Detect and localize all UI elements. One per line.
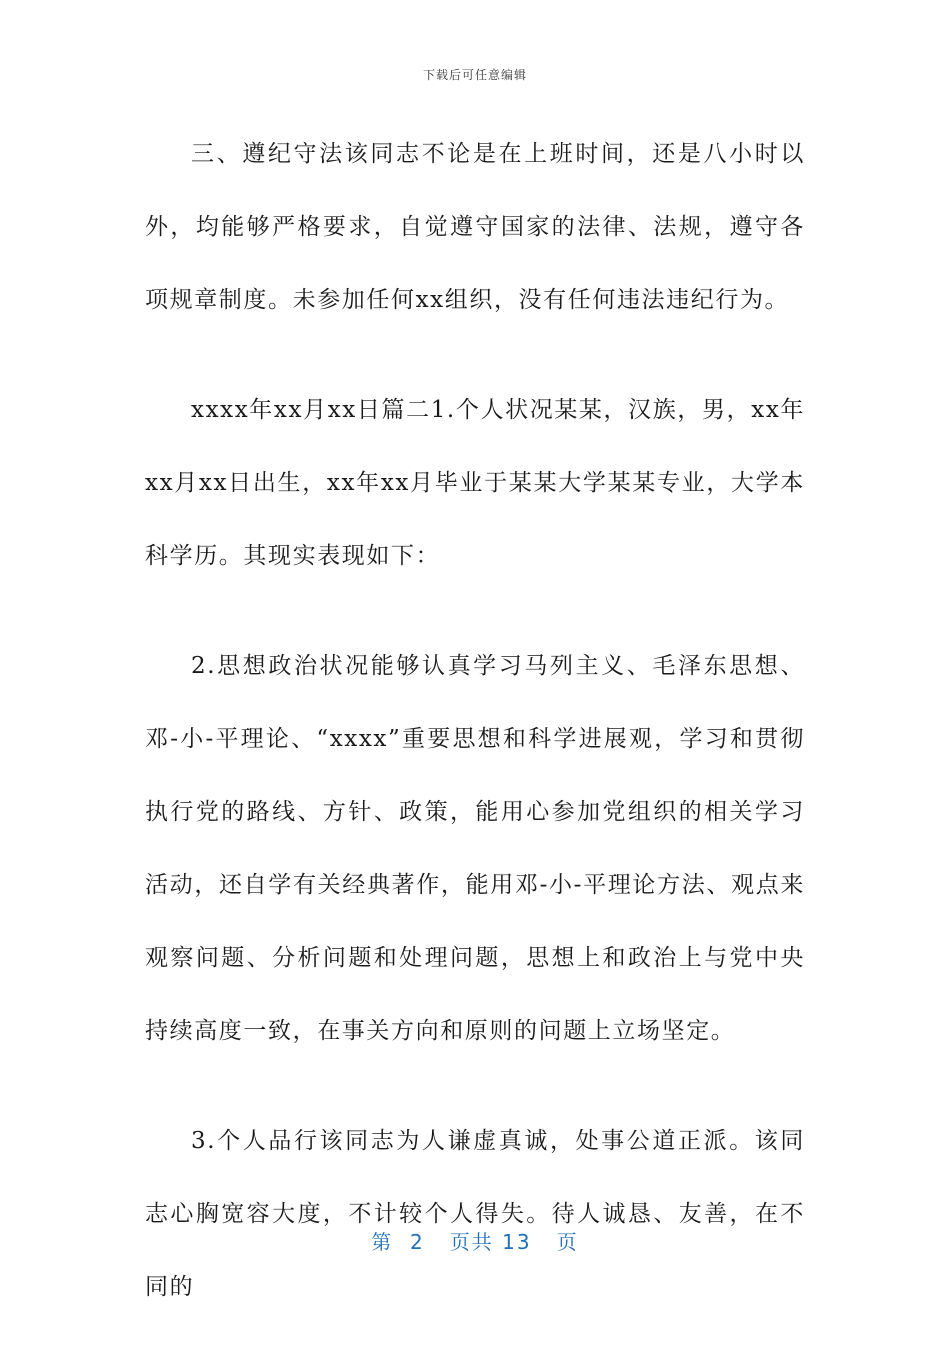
footer-suffix: 页 (556, 1230, 579, 1254)
paragraph-discipline: 三、遵纪守法该同志不论是在上班时间，还是八小时以外，均能够严格要求，自觉遵守国家的法律、法规，遵守各项规章制度。未参加任何xx组织，没有任何违法违纪行为。 (145, 141, 805, 313)
paragraph-personal-status: xxxx年xx月xx日篇二1.个人状况某某，汉族，男，xx年xx月xx日出生，xx年xx月毕业于某某大学某某专业，大学本科学历。其现实表现如下： (145, 397, 805, 569)
document-body (145, 118, 805, 1361)
header-note: 下载后可任意编辑 (422, 68, 527, 82)
page-number-footer (0, 1226, 950, 1255)
footer-prefix: 第 (371, 1230, 394, 1254)
paragraph-personal-conduct: 3.个人品行该同志为人谦虚真诚，处事公道正派。该同志心胸宽容大度，不计较个人得失。待人诚恳、友善，在不同的 (145, 1128, 805, 1300)
current-page-number: 2 (410, 1230, 425, 1254)
total-pages-number: 13 (502, 1230, 532, 1254)
paragraph-political-status: 2.思想政治状况能够认真学习马列主义、毛泽东思想、邓-小-平理论、“xxxx”重要思想和科学进展观，学习和贯彻执行党的路线、方针、政策，能用心参加党组织的相关学习活动，还自学有关经典著作，能用邓-小-平理论方法、观点来观察问题、分析问题和处理问题，思想上和政治上与党中央持续高度一致，在事关方向和原则的问题上立场坚定。 (145, 653, 805, 1044)
footer-middle: 页共 (449, 1230, 494, 1254)
